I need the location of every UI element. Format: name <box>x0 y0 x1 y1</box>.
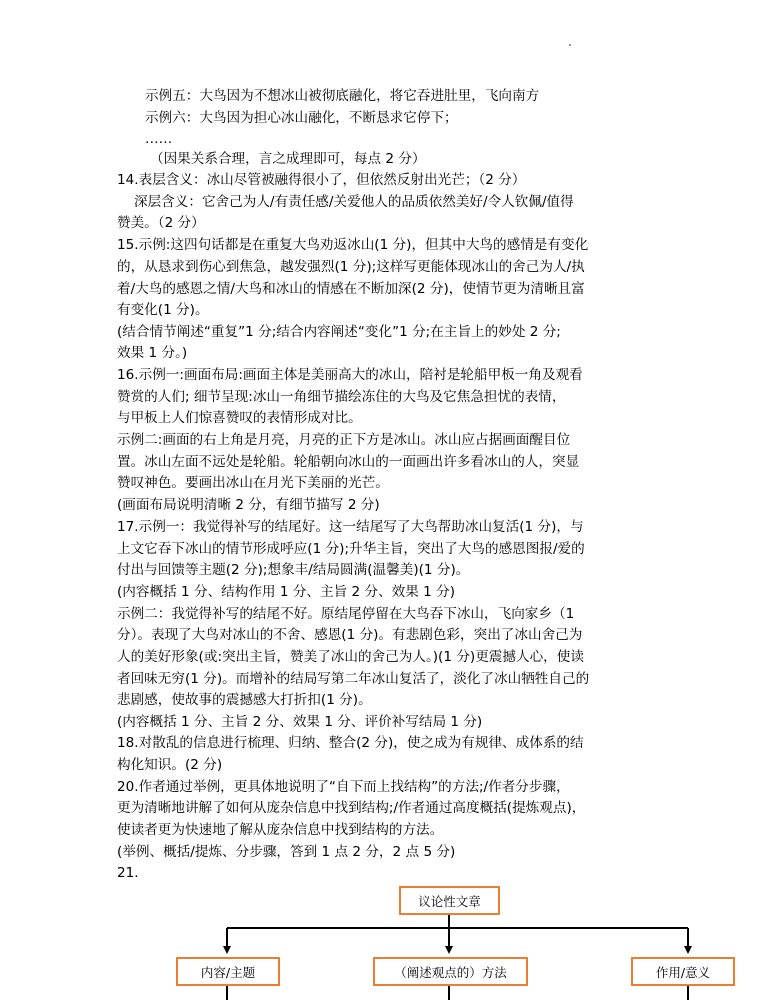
text-line: 者回味无穷(1 分)。而增补的结局写第二年冰山复活了，淡化了冰山牺牲自己的 <box>117 671 590 687</box>
text-line: 示例二:画面的右上角是月亮，月亮的正下方是冰山。冰山应占据画面醒目位 <box>117 432 571 448</box>
node-content-theme: 内容/主题 <box>176 957 280 986</box>
text-line: 赞赏的人们; 细节呈现:冰山一角细节描绘冻住的大鸟及它焦急担忧的表情， <box>117 389 566 405</box>
text-line: (画面布局说明清晰 2 分，有细节描写 2 分) <box>117 497 380 513</box>
text-line: 示例五：大鸟因为不想冰山被彻底融化，将它吞进肚里，飞向南方 <box>145 88 540 104</box>
structure-diagram <box>0 880 770 1000</box>
text-line: 赞美。（2 分） <box>117 215 205 231</box>
root-node: 议论性文章 <box>399 886 500 915</box>
text-line: (内容概括 1 分、结构作用 1 分、主旨 2 分、效果 1 分) <box>117 584 456 600</box>
text-line: 分）。表现了大鸟对冰山的不舍、感恩(1 分)。有悲剧色彩，突出了冰山舍己为 <box>117 627 583 643</box>
text-line: 17.示例一：我觉得补写的结尾好。这一结尾写了大鸟帮助冰山复活(1 分)，与 <box>117 519 584 535</box>
speck <box>569 44 571 46</box>
node-method: （阐述观点的）方法 <box>373 957 528 986</box>
text-line: 付出与回馈等主题(2 分);想象丰/结局圆满(温馨美)(1 分)。 <box>117 562 470 578</box>
text-line: 着/大鸟的感恩之情/大鸟和冰山的情感在不断加深(2 分)，使情节更为清晰且富 <box>117 281 585 297</box>
text-line: 16.示例一:画面布局:画面主体是美丽高大的冰山，陪衬是轮船甲板一角及观看 <box>117 367 583 383</box>
node-function: 作用/意义 <box>631 957 735 986</box>
text-line: 20.作者通过举例，更具体地说明了“自下而上找结构”的方法;/作者分步骤， <box>117 779 570 795</box>
text-line: (举例、概括/提炼、分步骤，答到 1 点 2 分，2 点 5 分) <box>117 844 456 860</box>
text-line: 使读者更为快速地了解从庞杂信息中找到结构的方法。 <box>117 822 444 838</box>
text-line: (内容概括 1 分、主旨 2 分、效果 1 分、评价补写结局 1 分) <box>117 714 483 730</box>
text-line: 示例六：大鸟因为担心冰山融化，不断恳求它停下； <box>145 110 458 126</box>
text-line: 21. <box>117 865 139 881</box>
text-line: 18.对散乱的信息进行梳理、归纳、整合(2 分)，使之成为有规律、成体系的结 <box>117 735 584 751</box>
text-line: 效果 1 分。) <box>117 345 188 361</box>
text-line: （因果关系合理，言之成理即可，每点 2 分） <box>150 151 426 167</box>
text-line: 与甲板上人们惊喜赞叹的表情形成对比。 <box>117 410 362 426</box>
text-line: 的，从恳求到伤心到焦急，越发强烈(1 分);这样写更能体现冰山的舍己为人/执 <box>117 259 585 275</box>
text-line: 深层含义：它舍己为人/有责任感/关爱他人的品质依然美好/令人钦佩/值得 <box>134 194 574 210</box>
text-line: 15.示例:这四句话都是在重复大鸟劝返冰山(1 分)，但其中大鸟的感情是有变化 <box>117 237 589 253</box>
text-line: 更为清晰地讲解了如何从庞杂信息中找到结构;/作者通过高度概括(提炼观点)， <box>117 800 586 816</box>
text-line: 人的美好形象(或:突出主旨，赞美了冰山的舍己为人。)(1 分)更震撼人心，使读 <box>117 649 584 665</box>
text-line: 有变化(1 分)。 <box>117 302 209 318</box>
text-line: 赞叹神色。要画出冰山在月光下美丽的光芒。 <box>117 475 389 491</box>
text-line: 14.表层含义：冰山尽管被融得很小了，但依然反射出光芒；（2 分） <box>117 172 526 188</box>
text-line: 上文它吞下冰山的情节形成呼应(1 分);升华主旨，突出了大鸟的感恩图报/爱的 <box>117 541 585 557</box>
text-line: 示例二：我觉得补写的结尾不好。原结尾停留在大鸟吞下冰山，飞向家乡（1 <box>117 606 575 622</box>
text-line: 置。冰山左面不远处是轮船。轮船朝向冰山的一面画出许多看冰山的人，突显 <box>117 454 580 470</box>
text-line: (结合情节阐述“重复”1 分;结合内容阐述“变化”1 分;在主旨上的妙处 2 分; <box>117 324 561 340</box>
text-line: …… <box>145 131 173 147</box>
text-line: 悲剧感，使故事的震撼感大打折扣(1 分)。 <box>117 692 372 708</box>
text-line: 构化知识。(2 分) <box>117 757 223 773</box>
